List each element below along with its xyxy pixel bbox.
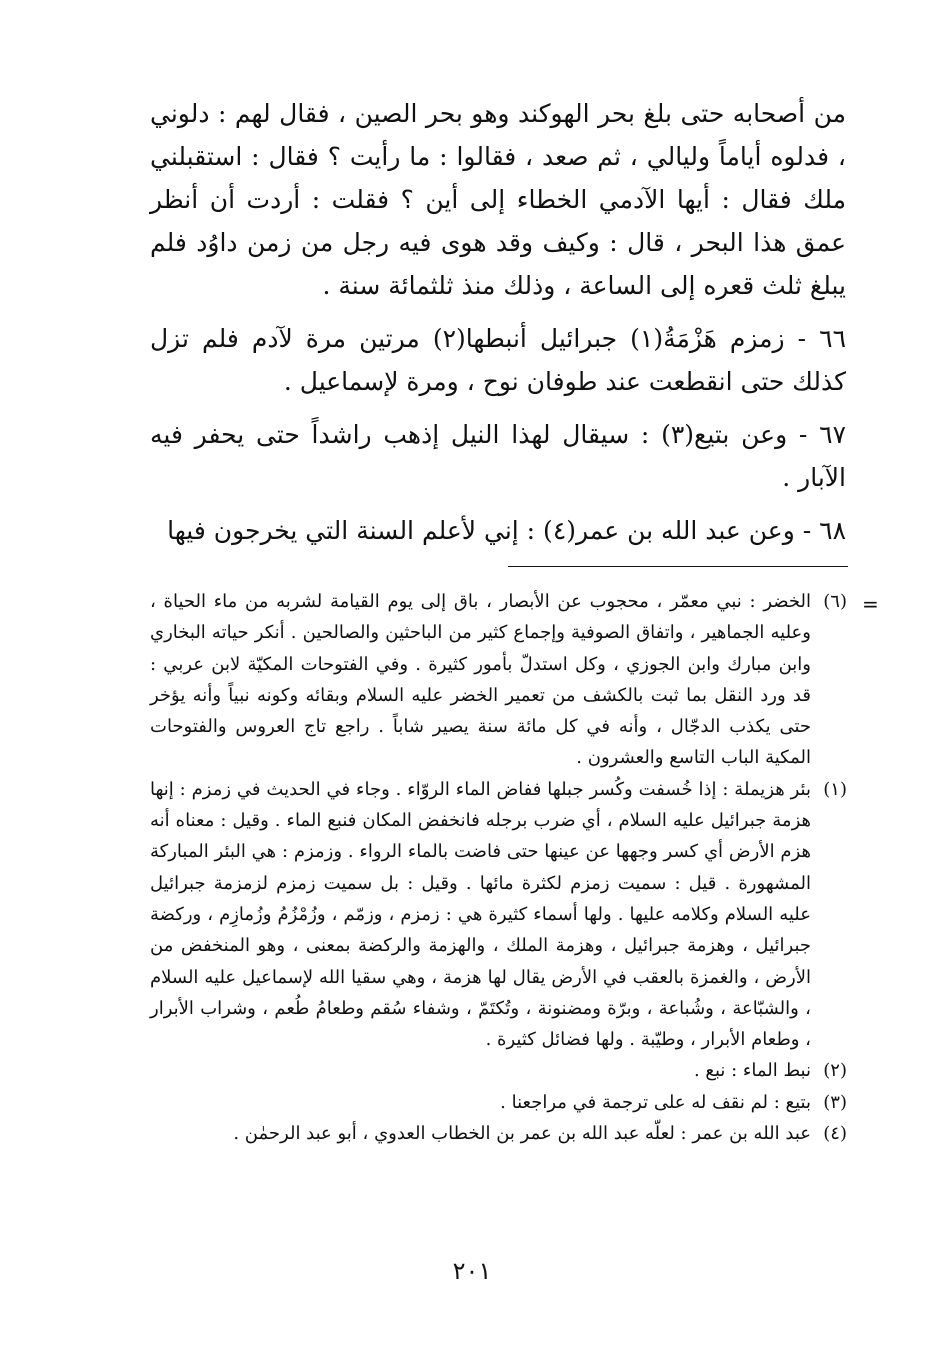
paragraph-66-zamzam: ٦٦ - زمزم هَزْمَةُ(١) جبرائيل أنبطها(٢) مرتين مرة لآدم فلم تزل كذلك حتى انقطعت عند طوفان نوح ، ومرة لإسماعيل .: [150, 324, 847, 396]
paragraph-67-nile: ٦٧ - وعن بتيع(٣) : سيقال لهذا النيل إذهب راشداً حتى يحفر فيه الآبار .: [150, 420, 846, 492]
footnote-text: عبد الله بن عمر : لعلّه عبد الله بن عمر بن الخطاب العدوي ، أبو عبد الرحمٰن .: [233, 1123, 811, 1145]
footnote-4-abdullah: [150, 1118, 847, 1149]
footnote-separator-line: [508, 566, 848, 567]
footnote-text: نبط الماء : نبع .: [693, 1060, 811, 1082]
paragraph-khidr-story: من أصحابه حتى بلغ بحر الهوكند وهو بحر الصين ، فقال لهم : دلوني ، فدلوه أياماً وليالي ، ثم صعد ، فقالوا : ما رأيت ؟ فقال : استقبلني ملك فقال : أيها الآدمي الخطاء إلى أين ؟ فقلت : أردت أن أنظر عمق هذا البحر ، قال : وكيف وقد هوى فيه رجل من زمن داوُد فلم يبلغ ثلث قعره إلى الساعة ، وذلك منذ ثلثمائة سنة .: [150, 99, 846, 300]
paragraph-68-abdullah-ibn-umar: ٦٨ - وعن عبد الله بن عمر(٤) : إني لأعلم السنة التي يخرجون فيها: [167, 516, 846, 545]
page-number: ٢٠١: [452, 1257, 492, 1285]
main-body-text: [150, 92, 846, 552]
footnote-6-khidr: [150, 586, 847, 774]
footnote-text: بتيع : لم نقف له على ترجمة في مراجعنا .: [500, 1091, 811, 1113]
footnote-text: الخضر : نبي معمّر ، محجوب عن الأبصار ، باق إلى يوم القيامة لشربه من ماء الحياة ، وعليه الجماهير ، واتفاق الصوفية وإجماع كثير من الباحثين والصالحين . أنكر حياته البخاري وابن مبارك وابن الجوزي ، وكل استدلّ بأمور كثيرة . وفي الفتوحات المكيّة لابن عربي : قد ورد النقل بما ثبت بالكشف من تعمير الخضر عليه السلام وبقائه وكونه نبياً وأنه يؤخر حتى يكذب الدجّال ، وأنه في كل مائة سنة يصير شاباً . راجع تاج العروس والفتوحات المكية الباب التاسع والعشرون .: [150, 591, 811, 769]
footnote-number: (٤): [823, 1123, 847, 1145]
footnote-1-hazimla: [150, 774, 847, 1056]
footnote-text: بئر هزيملة : إذا خُسفت وكُسر جبلها ففاض الماء الروّاء . وجاء في الحديث في زمزم : إنها هزمة جبرائيل عليه السلام ، أي ضرب برجله فانخفض المكان فنبع الماء . وقيل : معناه أنه هزم الأرض أي كسر وجهها عن عينها حتى فاضت بالماء الرواء . وزمزم : هي البئر المباركة المشهورة . قيل : سميت زمزم لكثرة مائها . وقيل : بل سميت زمزم لزمزمة جبرائيل عليه السلام وكلامه عليها . ولها أسماء كثيرة هي : زمزم ، وزمّم ، وزُمْزُمُ وزُمازِم ، وركضة جبرائيل ، وهزمة جبرائيل ، وهزمة الملك ، والهزمة والركضة بمعنى ، وهو المنخفض من الأرض ، والغمزة بالعقب في الأرض يقال لها هزمة ، وهي سقيا الله لإسماعيل عليه السلام ، والشبّاعة ، وشُباعة ، وبرّة ومضنونة ، وتُكتَمّ ، وشفاء سُقم وطعامُ طُعم ، وشراب الأبرار ، وطعام الأبرار ، وطيّبة . ولها فضائل كثيرة .: [150, 778, 811, 1051]
footnote-3-batie: [150, 1087, 847, 1118]
footnote-number: (١): [823, 778, 847, 800]
footnotes-section: [150, 586, 847, 1149]
footnote-continuation-marker: =: [862, 592, 879, 616]
footnote-2-nabata: [150, 1055, 847, 1086]
footnote-number: (٣): [823, 1091, 847, 1113]
footnote-number: (٢): [823, 1060, 847, 1082]
footnote-number: (٦): [823, 591, 847, 612]
